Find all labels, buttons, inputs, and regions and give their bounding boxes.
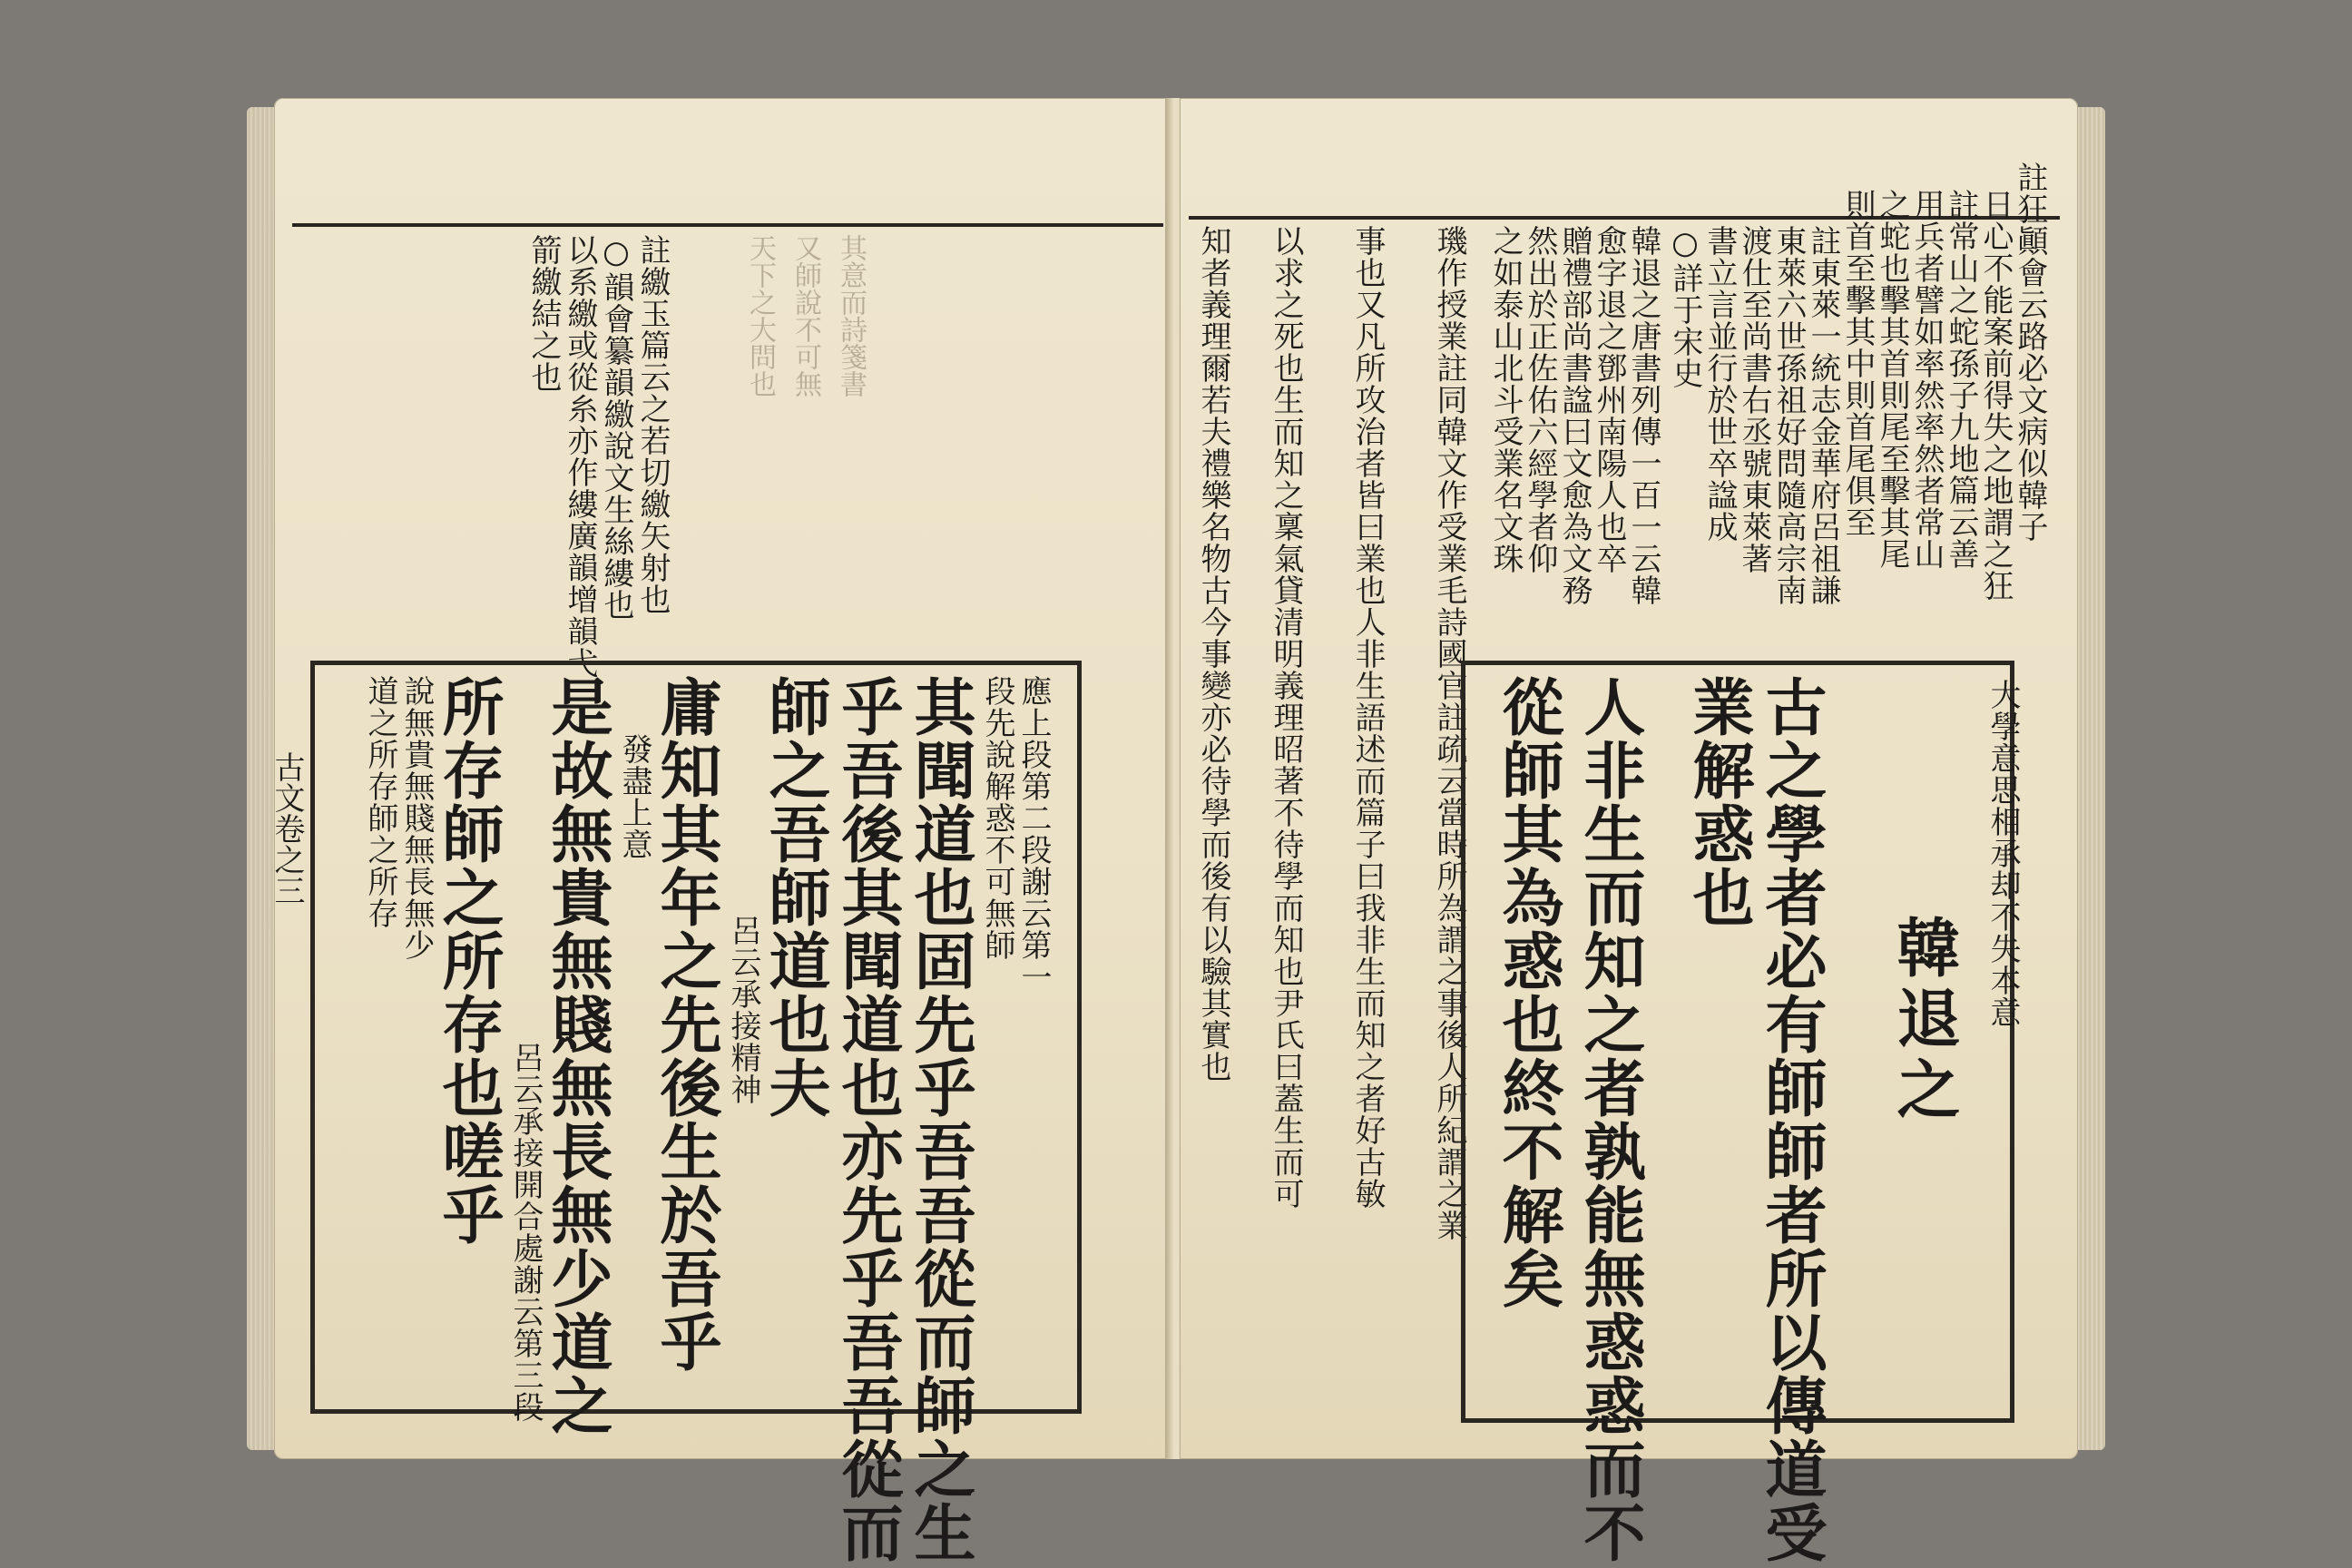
main-text-column: 從師其為惑也終不解矣 — [1492, 675, 1564, 1310]
main-text-column: 其聞道也固先乎吾吾從而師之生 — [904, 675, 976, 1564]
commentary-column: 用兵者譬如率然率然者常山 — [1908, 189, 1945, 570]
main-text-column: 人非生而知之者孰能無惑惑而不 — [1573, 675, 1646, 1564]
main-text-column: 古之學者必有師師者所以傳道受 — [1755, 675, 1828, 1564]
commentary-column: 璣作授業註同韓文作受業毛詩國官註疏云當時所為謂之事後人所紀謂之業 — [1431, 225, 1467, 1241]
commentary-column: 箭繳結之也 — [525, 234, 562, 393]
bleed-through: 又師說不可無 — [789, 234, 821, 397]
note-column: 呂云承接開合處謝云第三段 — [507, 1042, 544, 1423]
note-column: 說無貴無賤無長無少 — [398, 675, 435, 961]
bleed-through: 天下之大問也 — [744, 234, 776, 397]
commentary-column: 知者義理爾若夫禮樂名物古今事變亦必待學而後有以驗其實也 — [1195, 225, 1231, 1083]
commentary-column: 之蛇也擊其首則尾至擊其尾 — [1874, 189, 1910, 570]
commentary-column: 渡仕至尚書右丞號東萊著 — [1736, 225, 1772, 574]
commentary-column: 註繳玉篇云之若切繳矢射也 — [634, 234, 671, 615]
commentary-column: ○詳于宋史 — [1667, 225, 1703, 389]
commentary-column: 註東萊一統志金華府呂祖謙 — [1805, 225, 1841, 606]
note-column: 道之所存師之所存 — [362, 675, 398, 929]
main-text-column: 師之吾師道也夫 — [759, 675, 831, 1120]
main-text-column: 乎吾後其聞道也亦先乎吾吾從而 — [831, 675, 904, 1564]
commentary-column: 註狂顚會云路必文病似韓子 — [2012, 162, 2048, 543]
note-column: 呂云承接精神 — [725, 915, 761, 1105]
commentary-column: 書立言並行於世卒諡成 — [1701, 225, 1738, 543]
commentary-column: 韓退之唐書列傳一百一云韓 — [1625, 225, 1661, 606]
note-column: 發盡上意 — [616, 733, 652, 860]
note-column: 段先說解惑不可無師 — [979, 675, 1015, 961]
commentary-column: 之如泰山北斗受業名文珠 — [1487, 225, 1524, 574]
main-text-column: 業解惑也 — [1682, 675, 1755, 929]
margin-tab: 古文卷之三 — [269, 751, 305, 906]
bleed-through: 其意而詩箋書 — [835, 234, 867, 397]
commentary-column: ○韻會纂韻繳說文生絲縷也 — [598, 234, 634, 621]
commentary-column: 愈字退之鄧州南陽人也卒 — [1591, 225, 1627, 574]
commentary-column: 東萊六世孫祖好問隨高宗南 — [1770, 225, 1807, 606]
commentary-column: 以求之死也生而知之稟氣貸清明義理昭著不待學而知也尹氏曰蓋生而可 — [1268, 225, 1304, 1210]
commentary-column: 贈禮部尚書諡曰文愈為文務 — [1556, 225, 1592, 606]
main-text-column: 所存師之所存也嗟乎 — [432, 675, 505, 1247]
commentary-column: 事也又凡所攻治者皆曰業也人非生語述而篇子曰我非生而知之者好古敏 — [1349, 225, 1386, 1210]
commentary-column: 註常山之蛇孫子九地篇云善 — [1943, 189, 1979, 570]
left-page — [269, 98, 1172, 1564]
commentary-column: 以系繳或從糸亦作縷廣韻增韻弋 — [562, 234, 598, 679]
header-notes: 大學意思相承却不失本意 — [1984, 679, 2021, 1028]
commentary-column: 日心不能案前得失之地謂之狂 — [1977, 189, 2014, 602]
note-column: 應上段第二段謝云第一 — [1015, 675, 1052, 993]
open-book — [247, 98, 2105, 1564]
commentary-column: 則首至擊其中則首尾俱至 — [1839, 189, 1876, 538]
essay-title: 韓退之 — [1886, 915, 1962, 1127]
main-text-column: 是故無貴無賤無長無少道之 — [541, 675, 613, 1437]
commentary-column: 然出於正佐佑六經學者仰 — [1522, 225, 1558, 574]
top-rule — [292, 223, 1163, 227]
right-page — [1180, 98, 2078, 1564]
main-text-column: 庸知其年之先後生於吾乎 — [650, 675, 722, 1374]
